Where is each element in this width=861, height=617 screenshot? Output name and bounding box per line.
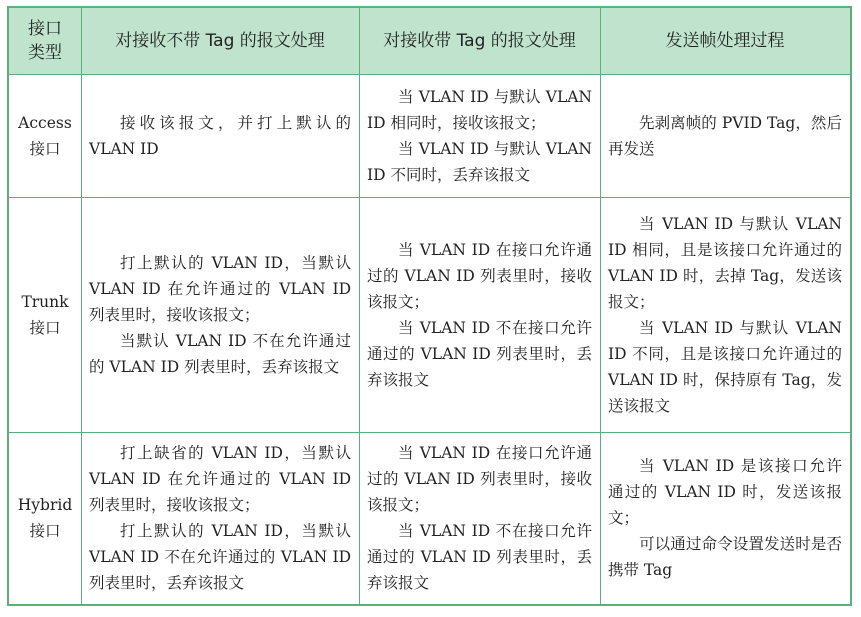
header-cell-send: [600, 8, 850, 74]
type-name: Trunk: [21, 292, 69, 311]
untagged-para: 接收该报文，并打上默认的 VLAN ID: [89, 113, 351, 158]
row-hybrid-untagged: [81, 432, 359, 604]
type-name: Access: [18, 113, 72, 132]
row-hybrid-send: [600, 432, 850, 604]
row-access-type: [9, 74, 81, 197]
row-trunk-send: [600, 197, 850, 432]
tagged-para: 当 VLAN ID 在接口允许通过的 VLAN ID 列表里时，接收该报文；: [367, 444, 592, 514]
type-suffix: 接口: [29, 139, 61, 158]
row-divider: [9, 74, 850, 75]
tagged-para: 当 VLAN ID 与默认 VLAN ID 相同时，接收该报文；: [367, 87, 592, 132]
row-hybrid-tagged: [359, 432, 600, 604]
tagged-para: 当 VLAN ID 在接口允许通过的 VLAN ID 列表里时，接收该报文；: [367, 240, 592, 311]
header-type-label: 接口 类型: [28, 19, 62, 63]
send-para: 可以通过命令设置发送时是否携带 Tag: [608, 535, 842, 579]
row-divider: [9, 432, 850, 433]
row-access-send: [600, 74, 850, 197]
type-suffix: 接口: [29, 522, 61, 540]
header-cell-type: [9, 8, 81, 74]
send-para: 当 VLAN ID 是该接口允许通过的 VLAN ID 时，发送该报文；: [608, 457, 842, 527]
column-divider: [359, 8, 360, 604]
row-trunk-untagged: [81, 197, 359, 432]
row-access-tagged: [359, 74, 600, 197]
row-hybrid-type: [9, 432, 81, 604]
row-trunk-tagged: [359, 197, 600, 432]
type-suffix: 接口: [29, 318, 61, 337]
header-tagged-label: 对接收带 Tag 的报文处理: [383, 31, 576, 51]
type-name: Hybrid: [17, 496, 73, 514]
header-send-label: 发送帧处理过程: [665, 31, 785, 51]
row-trunk-type: [9, 197, 81, 432]
untagged-para: 当默认 VLAN ID 不在允许通过的 VLAN ID 列表里时，丢弃该报文: [89, 331, 351, 376]
header-cell-untagged: [81, 8, 359, 74]
vlan-port-table: [7, 6, 852, 606]
header-cell-tagged: [359, 8, 600, 74]
tagged-para: 当 VLAN ID 不在接口允许通过的 VLAN ID 列表里时，丢弃该报文: [367, 318, 592, 389]
untagged-para: 打上缺省的 VLAN ID，当默认 VLAN ID 在允许通过的 VLAN ID 列表里时，接收该报文；: [89, 444, 351, 514]
send-para: 当 VLAN ID 与默认 VLAN ID 不同，且是该接口允许通过的 VLAN ID 时，保持原有 Tag，发送该报文: [608, 318, 842, 415]
row-divider: [9, 197, 850, 198]
untagged-para: 打上默认的 VLAN ID，当默认 VLAN ID 在允许通过的 VLAN ID 列表里时，接收该报文；: [89, 253, 351, 324]
header-untagged-label: 对接收不带 Tag 的报文处理: [115, 31, 325, 51]
untagged-para: 打上默认的 VLAN ID，当默认 VLAN ID 不在允许通过的 VLAN ID 列表里时，丢弃该报文: [89, 522, 351, 592]
row-access-untagged: [81, 74, 359, 197]
tagged-para: 当 VLAN ID 不在接口允许通过的 VLAN ID 列表里时，丢弃该报文: [367, 522, 592, 592]
send-para: 当 VLAN ID 与默认 VLAN ID 相同，且是该接口允许通过的 VLAN ID 时，去掉 Tag，发送该报文；: [608, 214, 842, 311]
column-divider: [81, 8, 82, 604]
send-para: 先剥离帧的 PVID Tag，然后再发送: [608, 113, 842, 158]
tagged-para: 当 VLAN ID 与默认 VLAN ID 不同时，丢弃该报文: [367, 139, 592, 184]
column-divider: [600, 8, 601, 604]
